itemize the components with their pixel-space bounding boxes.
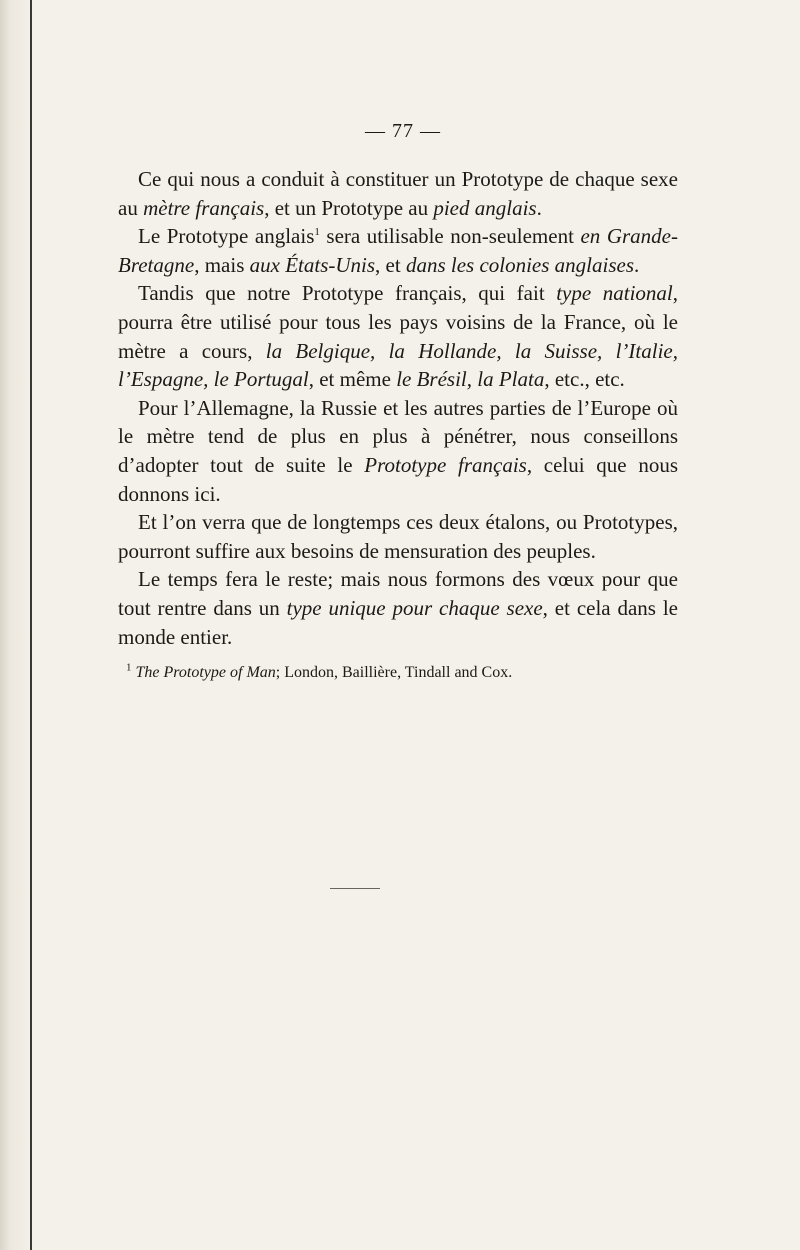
italic-text: le Brésil, la Plata <box>396 367 545 392</box>
paragraph <box>118 165 678 222</box>
text-run: , celui que nous donnons ici. <box>118 452 678 506</box>
paragraph <box>118 222 678 279</box>
italic-text: Prototype français <box>364 452 527 477</box>
text-run: , mais <box>194 252 250 277</box>
paragraph <box>118 565 678 651</box>
footnote-marker: 1 <box>314 226 320 239</box>
page-binding-shadow <box>0 0 34 1250</box>
footnote-marker: 1 <box>126 661 132 674</box>
italic-text: la Belgique, la Hollande, la Suisse, l’Italie, l’Espagne, le Portugal <box>118 338 678 392</box>
italic-text: type unique pour chaque sexe <box>286 595 543 620</box>
italic-text: dans les colonies anglaises <box>405 252 635 277</box>
page-binding-edge <box>30 0 32 1250</box>
text-run: Le temps fera le reste; mais nous formons des vœux pour que tout rentre dans un <box>118 567 678 620</box>
paragraph <box>118 508 678 565</box>
text-run: , pourra être utilisé pour tous les pays voisins de la France, où le mètre a cours, <box>118 281 679 363</box>
italic-text: aux États-Unis <box>249 252 376 277</box>
text-run: , et <box>375 252 406 277</box>
text-run: , et cela dans le monde entier. <box>118 595 678 649</box>
italic-text: The Prototype of Man <box>135 664 276 682</box>
book-page <box>118 120 678 683</box>
text-run: , etc., etc. <box>544 367 625 392</box>
italic-text: mètre français <box>143 195 265 220</box>
text-run: Ce qui nous a conduit à constituer un Prototype de chaque sexe au <box>118 167 678 220</box>
paragraph <box>118 279 678 393</box>
text-run: sera utilisable non-seulement <box>319 224 581 249</box>
text-run: Pour l’Allemagne, la Russie et les autres parties de l’Europe où le mètre tend de plus en plus à pénétrer, nous conseillons d’adopter tout de suite le <box>118 395 678 477</box>
italic-text: en Grande-Bretagne <box>118 224 678 277</box>
page-number: — 77 — <box>365 120 441 142</box>
text-run: ; London, Baillière, Tindall and Cox. <box>275 664 513 682</box>
body-text <box>118 165 678 651</box>
paragraph <box>118 394 678 508</box>
footnote <box>118 663 678 683</box>
text-run: . <box>536 195 542 220</box>
bottom-rule <box>330 888 380 889</box>
text-run: Le Prototype anglais <box>138 224 315 249</box>
text-run: Et l’on verra que de longtemps ces deux étalons, ou Prototypes, pourront suffire aux besoins de mensuration des peuples. <box>118 510 678 563</box>
italic-text: pied anglais <box>433 195 537 220</box>
text-run: , et même <box>308 367 397 392</box>
text-run: Tandis que notre Prototype français, qui fait <box>138 281 557 306</box>
italic-text: type national <box>556 281 673 306</box>
text-run: . <box>634 252 640 277</box>
text-run: , et un Prototype au <box>264 195 434 220</box>
